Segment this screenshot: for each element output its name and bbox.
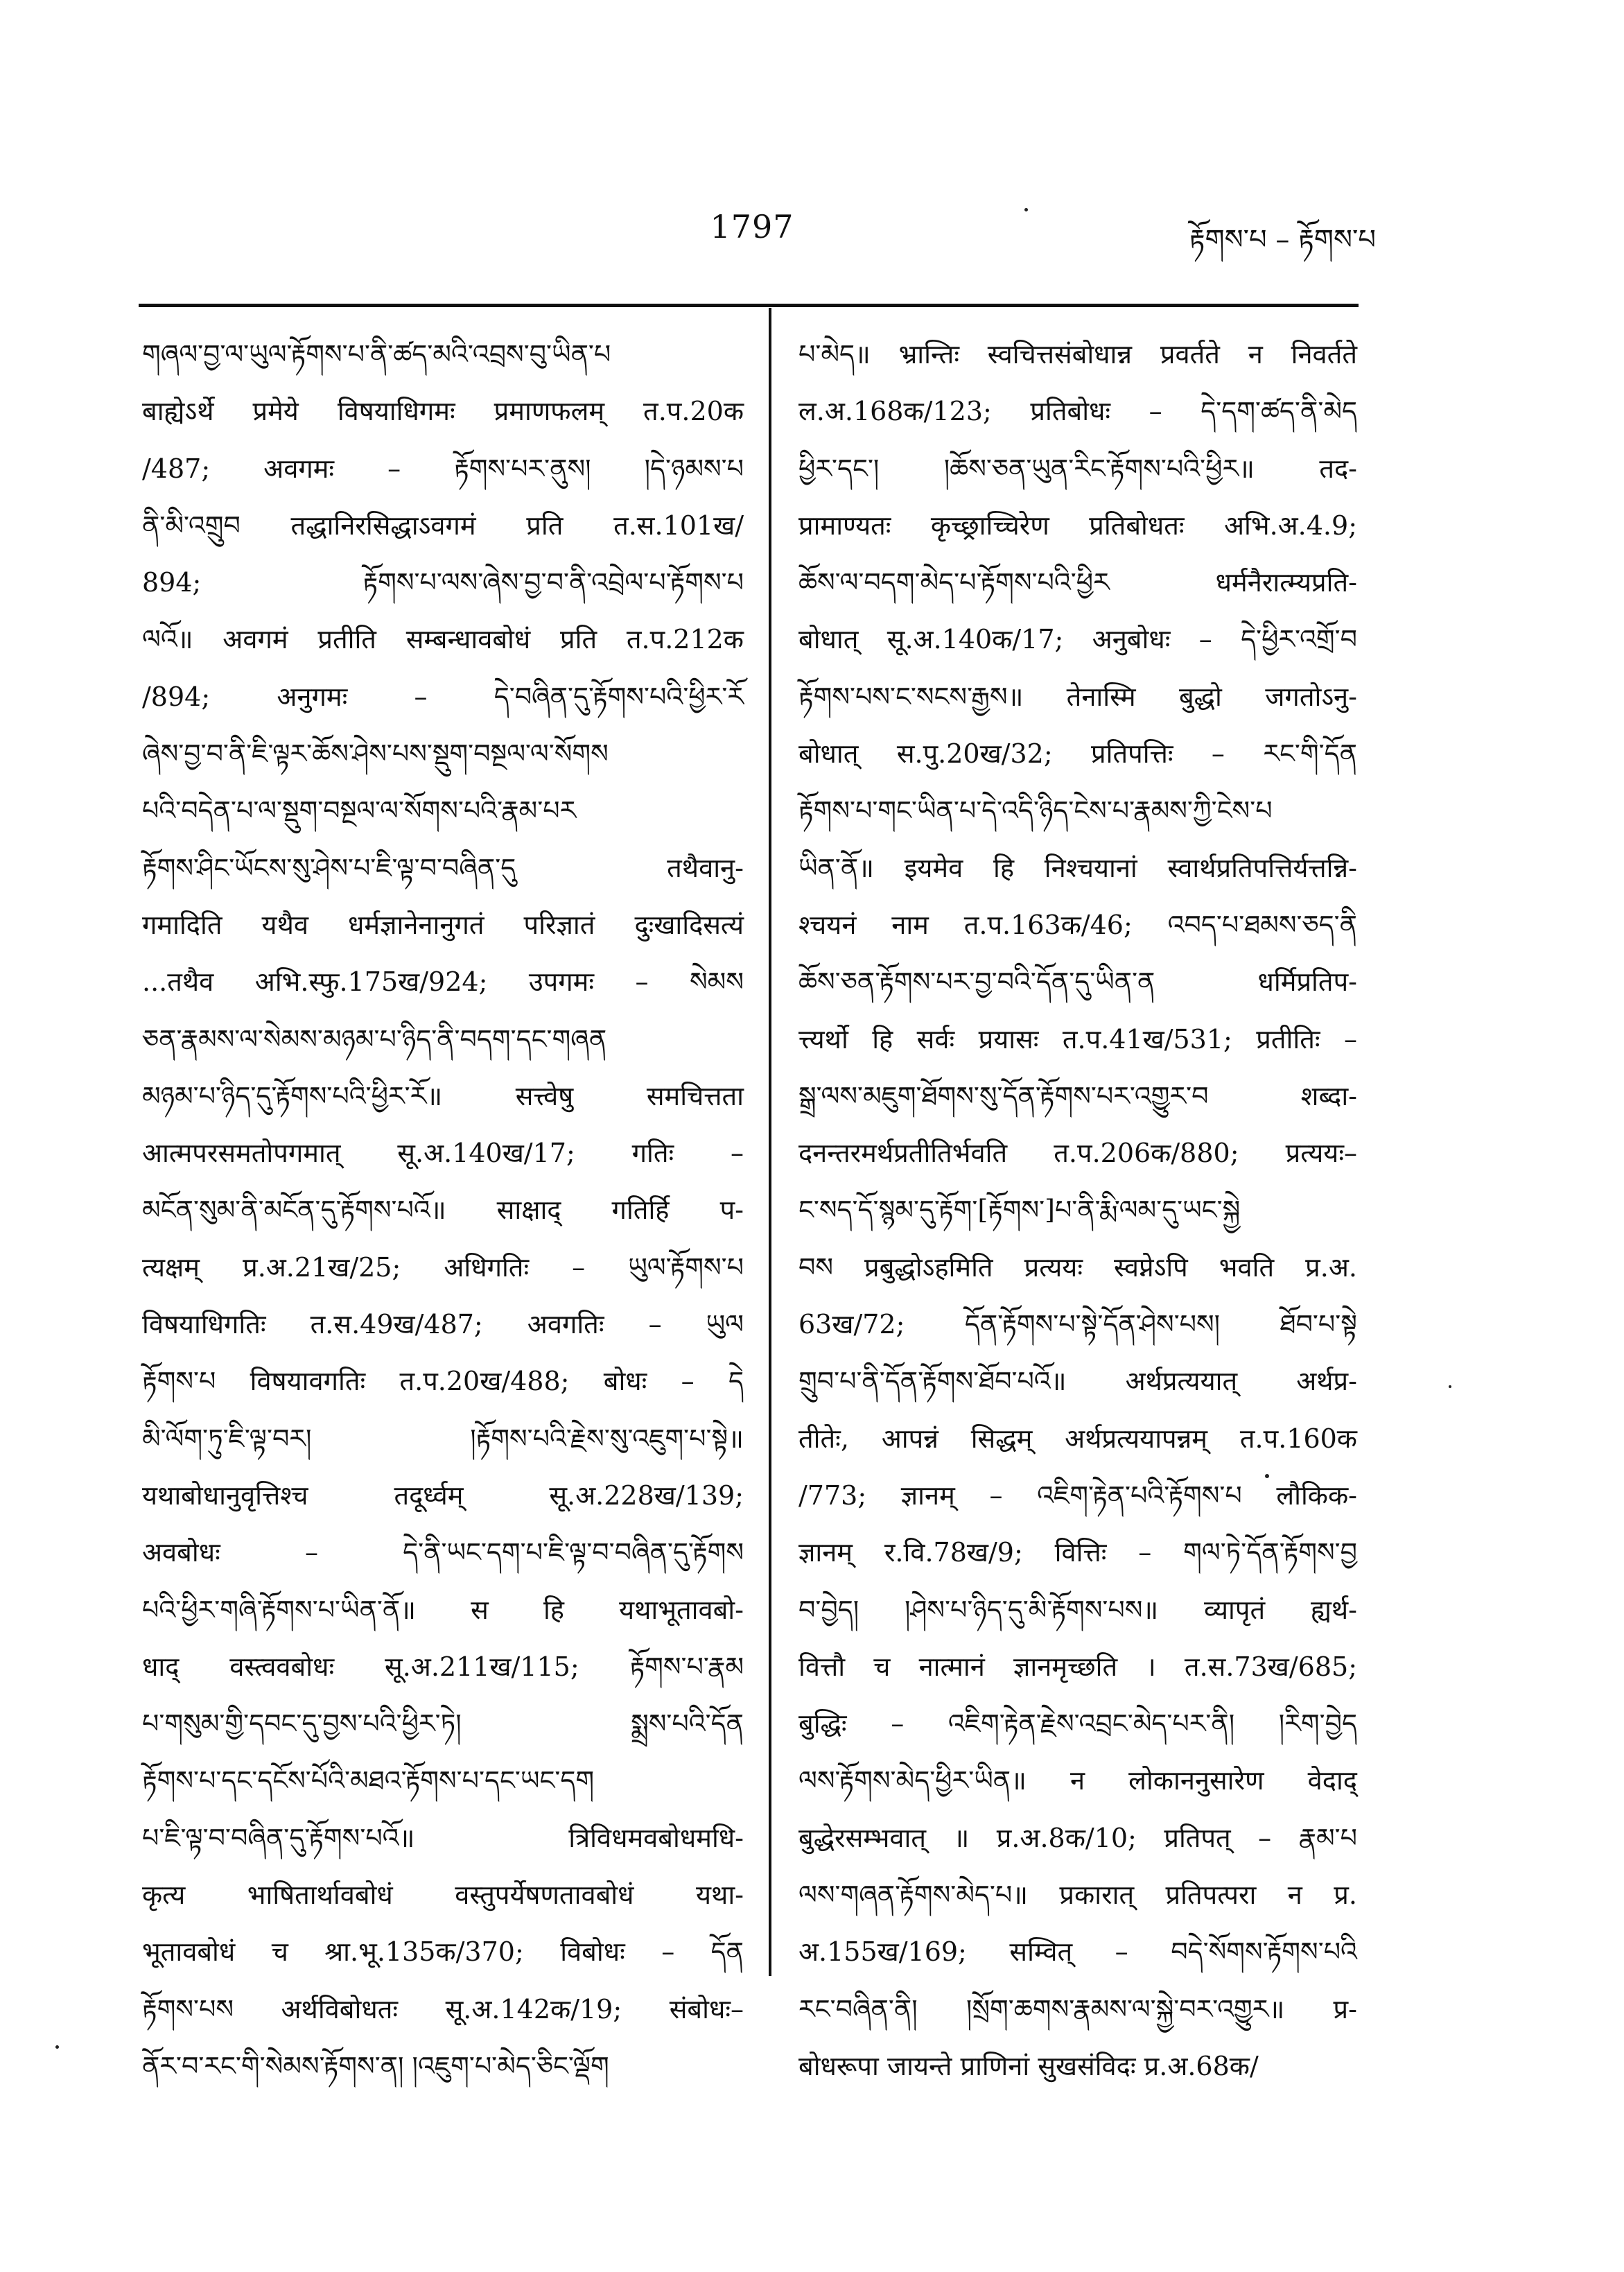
- entry-line: बोधात् स.पु.20ख/32; प्रतिपत्तिः – རང་གི་དོན: [798, 738, 1357, 770]
- entry-line: ज्ञानम् र.वि.78ख/9; वित्तिः – གལ་ཏེ་དོན་རྟོགས་བྱ: [798, 1537, 1357, 1568]
- page-number: 1797: [710, 208, 794, 245]
- entry-line: अ.155ख/169; सम्वित् – བདེ་སོགས་རྟོགས་པའི: [798, 1936, 1357, 1968]
- scan-speck: [1265, 1474, 1269, 1478]
- entry-line: ཡིན་ནོ॥ इयमेव हि निश्चयानां स्वार्थप्रतिपत्तिर्यत्तन्नि-: [798, 852, 1357, 883]
- entry-line: ང་སད་དོ་སྙམ་དུ་རྟོག་[རྟོགས་]པ་ནི་རྨི་ལམ་དུ་ཡང་སྐྱེ: [798, 1195, 1241, 1226]
- entry-line: त्त्यर्थो हि सर्वः प्रयासः त.प.41ख/531; प्रतीतिः –: [798, 1023, 1357, 1055]
- entry-line: རྟོགས་པས अर्थविबोधतः सू.अ.142क/19; संबोधः–: [142, 1993, 744, 2024]
- entry-line: སྒྲ་ལས་མཇུག་ཐོགས་སུ་དོན་རྟོགས་པར་འགྱུར་བ शब्दा-: [798, 1080, 1357, 1111]
- entry-line: बोधरूपा जायन्ते प्राणिनां सुखसंविदः प्र.अ.68क/: [798, 2050, 1259, 2081]
- entry-line: ཆོས་ཅན་རྟོགས་པར་བྱ་བའི་དོན་དུ་ཡིན་ན धर्मिप्रतिप-: [798, 966, 1357, 998]
- entry-line: अवबोधः – དེ་ནི་ཡང་དག་པ་ཇི་ལྟ་བ་བཞིན་དུ་རྟོགས: [142, 1537, 744, 1568]
- entry-line: ल.अ.168क/123; प्रतिबोधः – དེ་དག་ཚད་ནི་མེད: [798, 396, 1357, 427]
- entry-line: པའི་ཕྱིར་གཞི་རྟོགས་པ་ཡིན་ནོ॥ स हि यथाभूतावबो-: [142, 1594, 744, 1625]
- entry-line: མཉམ་པ་ཉིད་དུ་རྟོགས་པའི་ཕྱིར་རོ॥ सत्त्वेषु समचित्तता: [142, 1080, 744, 1111]
- entry-line: བས प्रबुद्धोऽहमिति प्रत्ययः स्वप्नेऽपि भवति प्र.अ.: [798, 1251, 1357, 1283]
- entry-line: गमादिति यथैव धर्मज्ञानेनानुगतं परिज्ञातं दुःखादिसत्यं: [142, 909, 744, 940]
- entry-line: आत्मपरसमतोपगमात् सू.अ.140ख/17; गतिः –: [142, 1138, 744, 1169]
- entry-line: བ་བྱེད། །ཤེས་པ་ཉིད་དུ་མི་རྟོགས་པས॥ व्यापृतं ह्यर्थ-: [798, 1594, 1357, 1625]
- entry-line: वित्तौ च नात्मानं ज्ञानमृच्छति । त.स.73ख/685;: [798, 1651, 1357, 1682]
- entry-line: /487; अवगमः – རྟོགས་པར་ནུས། །དེ་ཉམས་པ: [142, 453, 744, 484]
- entry-line: པ་མེད॥ भ्रान्तिः स्वचित्तसंबोधान्न प्रवर्तते न निवर्तते: [798, 339, 1357, 370]
- scan-speck: [55, 2045, 59, 2049]
- entry-line: बोधात् सू.अ.140क/17; अनुबोधः – དེ་ཕྱིར་འགྲོ་བ: [798, 624, 1357, 655]
- entry-line: མི་ལོག་ཏུ་ཇི་ལྟ་བར། །རྟོགས་པའི་རྗེས་སུ་འཇུག་པ་སྟེ॥: [142, 1423, 744, 1454]
- entry-line: 63ख/72; དོན་རྟོགས་པ་སྟེ་དོན་ཤེས་པས། ཐོབ་པ་སྟེ: [798, 1309, 1357, 1340]
- entry-line: ལས་གཞན་རྟོགས་མེད་པ॥ प्रकारात् प्रतिपत्परा न प्र.: [798, 1880, 1357, 1911]
- entry-line: རྟོགས་པ་གང་ཡིན་པ་དེ་འདི་ཉིད་ངེས་པ་རྣམས་ཀྱི་ངེས་པ: [798, 795, 1273, 826]
- entry-line: 894; རྟོགས་པ་ལས་ཞེས་བྱ་བ་ནི་འབྲེལ་པ་རྟོགས་པ: [142, 567, 744, 598]
- running-head: རྟོགས་པ – རྟོགས་པ: [1189, 224, 1376, 256]
- entry-line: རང་བཞིན་ནི། །སྲོག་ཆགས་རྣམས་ལ་སྐྱེ་བར་འགྱུར॥ प्र-: [798, 1993, 1357, 2024]
- entry-line: པ་ཇི་ལྟ་བ་བཞིན་དུ་རྟོགས་པའོ॥ त्रिविधमवबोधमधि-: [142, 1822, 744, 1853]
- entry-line: बाह्येऽर्थे प्रमेये विषयाधिगमः प्रमाणफलम् त.प.20क: [142, 396, 744, 427]
- entry-line: རྟོགས་པ विषयावगतिः त.प.20ख/488; बोधः – དེ: [142, 1366, 744, 1397]
- entry-line: त्यक्षम् प्र.अ.21ख/25; अधिगतिः – ཡུལ་རྟོགས་པ: [142, 1251, 744, 1283]
- entry-line: ལས་རྟོགས་མེད་ཕྱིར་ཡིན॥ न लोकाननुसारेण वेदाद्: [798, 1765, 1357, 1796]
- entry-line: /773; ज्ञानम् – འཇིག་རྟེན་པའི་རྟོགས་པ लौकिक-: [798, 1480, 1357, 1511]
- entry-line: ནོར་བ་རང་གི་སེམས་རྟོགས་ན། །འཇུག་པ་མེད་ཅིང་ལྡོག: [142, 2050, 609, 2081]
- entry-line: གྲུབ་པ་ནི་དོན་རྟོགས་ཐོབ་པའོ॥ अर्थप्रत्ययात् अर्थप्र-: [798, 1366, 1357, 1397]
- entry-line: ལའོ॥ अवगमं प्रतीति सम्बन्धावबोधं प्रति त.प.212क: [142, 624, 744, 655]
- header-rule: [139, 304, 1359, 307]
- entry-line: ཕྱིར་དང་། །ཆོས་ཅན་ཡུན་རིང་རྟོགས་པའི་ཕྱིར॥ तद-: [798, 453, 1357, 484]
- entry-line: རྟོགས་པས་ང་སངས་རྒྱས॥ तेनास्मि बुद्धो जगतोऽनु-: [798, 681, 1357, 712]
- entry-line: ཅན་རྣམས་ལ་སེམས་མཉམ་པ་ཉིད་ནི་བདག་དང་གཞན: [142, 1023, 607, 1055]
- entry-line: ཞེས་བྱ་བ་ནི་ཇི་ལྟར་ཆོས་ཤེས་པས་སྡུག་བསྔལ་ལ་སོགས: [142, 738, 609, 770]
- entry-line: यथाबोधानुवृत्तिश्च तदूर्ध्वम् सू.अ.228ख/139;: [142, 1480, 744, 1511]
- scan-speck: [1449, 1385, 1451, 1388]
- entry-line: दनन्तरमर्थप्रतीतिर्भवति त.प.206क/880; प्रत्ययः–: [798, 1138, 1357, 1169]
- entry-line: ...तथैव अभि.स्फु.175ख/924; उपगमः – སེམས: [142, 966, 744, 998]
- entry-line: པ་གསུམ་གྱི་དབང་དུ་བྱས་པའི་ཕྱིར་ཏེ། སྨྲས་པའི་དོན: [142, 1708, 744, 1740]
- left-column: [142, 326, 744, 2081]
- entry-line: तीतेः, आपन्नं सिद्धम् अर्थप्रत्ययापन्नम् त.प.160क: [798, 1423, 1357, 1454]
- scan-speck: [1024, 208, 1028, 211]
- entry-line: རྟོགས་ཤིང་ཡོངས་སུ་ཤེས་པ་ཇི་ལྟ་བ་བཞིན་དུ तथैवानु-: [142, 852, 744, 883]
- entry-line: विषयाधिगतिः त.स.49ख/487; अवगतिः – ཡུལ: [142, 1309, 744, 1340]
- entry-line: कृत्य भाषितार्थावबोधं वस्तुपर्येषणतावबोधं यथा-: [142, 1880, 744, 1911]
- column-divider: [769, 308, 771, 1976]
- entry-line: པའི་བདེན་པ་ལ་སྡུག་བསྔལ་ལ་སོགས་པའི་རྣམ་པར: [142, 795, 577, 826]
- entry-line: धाद् वस्त्ववबोधः सू.अ.211ख/115; རྟོགས་པ་རྣམ: [142, 1651, 744, 1682]
- entry-line: མངོན་སུམ་ནི་མངོན་དུ་རྟོགས་པའོ॥ साक्षाद् गतिर्हि प-: [142, 1195, 744, 1226]
- entry-line: /894; अनुगमः – དེ་བཞིན་དུ་རྟོགས་པའི་ཕྱིར་རོ: [142, 681, 744, 712]
- right-column: [798, 326, 1357, 2081]
- entry-line: बुद्धेरसम्भवात् ॥ प्र.अ.8क/10; प्रतिपत् – རྣམ་པ: [798, 1822, 1357, 1853]
- entry-line: ནི་མི་འགྲུབ तद्धानिरसिद्धाऽवगमं प्रति त.स.101ख/: [142, 510, 744, 541]
- entry-line: ཆོས་ལ་བདག་མེད་པ་རྟོགས་པའི་ཕྱིར धर्मनैरात्म्यप्रति-: [798, 567, 1357, 598]
- entry-line: बुद्धिः – འཇིག་རྟེན་རྗེས་འབྲང་མེད་པར་ནི། །རིག་བྱེད: [798, 1708, 1357, 1740]
- entry-line: प्रामाण्यतः कृच्छ्राच्चिरेण प्रतिबोधतः अभि.अ.4.9;: [798, 510, 1357, 541]
- entry-line: भूतावबोधं च श्रा.भू.135क/370; विबोधः – དོན: [142, 1936, 744, 1968]
- entry-line: རྟོགས་པ་དང་དངོས་པོའི་མཐའ་རྟོགས་པ་དང་ཡང་དག: [142, 1765, 595, 1796]
- entry-line: གཞལ་བྱ་ལ་ཡུལ་རྟོགས་པ་ནི་ཚད་མའི་འབྲས་བུ་ཡིན་པ: [142, 339, 611, 370]
- entry-line: श्चयनं नाम त.प.163क/46; འབད་པ་ཐམས་ཅད་ནི: [798, 909, 1357, 940]
